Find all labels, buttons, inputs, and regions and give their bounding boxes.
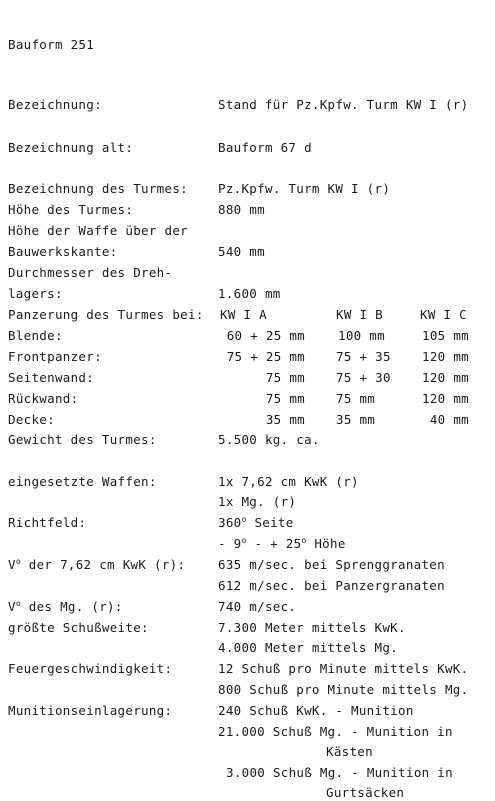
- label-munition: Munitionseinlagerung:: [8, 703, 173, 718]
- value-schussweite-2: 4.000 Meter mittels Mg.: [218, 640, 398, 655]
- armor-cell: 100 mm: [338, 328, 385, 343]
- value-munition-3: Kästen: [326, 744, 373, 759]
- value-gewicht: 5.500 kg. ca.: [218, 432, 320, 447]
- armor-cell: 75 + 30: [336, 370, 391, 385]
- value-v0-kwk-1: 635 m/sec. bei Sprenggranaten: [218, 557, 445, 572]
- label-schussweite: größte Schußweite:: [8, 620, 149, 635]
- value-munition-4: 3.000 Schuß Mg. - Munition in: [226, 765, 453, 780]
- armor-cell: 35 mm: [265, 412, 305, 427]
- armor-cell: 75 + 35: [336, 349, 391, 364]
- armor-cell: 75 + 25 mm: [226, 349, 305, 364]
- label-durchmesser-1: Durchmesser des Dreh-: [8, 265, 173, 280]
- armor-cell: 75 mm: [336, 391, 376, 406]
- value-richtfeld-seite: 360$^o$ Seite: [218, 514, 294, 530]
- label-bezeichnung-alt: Bezeichnung alt:: [8, 140, 134, 155]
- value-bezeichnung-alt: Bauform 67 d: [218, 140, 312, 155]
- label-turmhoehe: Höhe des Turmes:: [8, 202, 134, 217]
- label-richtfeld: Richtfeld:: [8, 515, 87, 530]
- value-turmhoehe: 880 mm: [218, 202, 265, 217]
- label-feuergeschwindigkeit: Feuergeschwindigkeit:: [8, 661, 173, 676]
- armor-cell: 40 mm: [429, 412, 469, 427]
- armor-col-a: KW I A: [220, 307, 267, 322]
- value-munition-5: Gurtsäcken: [326, 785, 405, 800]
- armor-cell: 75 mm: [265, 370, 305, 385]
- armor-cell: 105 mm: [422, 328, 469, 343]
- value-v0-kwk-2: 612 m/sec. bei Panzergranaten: [218, 578, 445, 593]
- armor-row-label: Seitenwand:: [8, 370, 95, 385]
- label-waffenhoehe-1: Höhe der Waffe über der: [8, 223, 188, 238]
- armor-cell: 120 mm: [422, 391, 469, 406]
- value-bauwerkskante: 540 mm: [218, 244, 265, 259]
- armor-cell: 120 mm: [422, 370, 469, 385]
- armor-header-label: Panzerung des Turmes bei:: [8, 307, 204, 322]
- label-waffen: eingesetzte Waffen:: [8, 474, 157, 489]
- armor-cell: 75 mm: [265, 391, 305, 406]
- armor-row-label: Rückwand:: [8, 391, 79, 406]
- value-munition-2: 21.000 Schuß Mg. - Munition in: [218, 724, 453, 739]
- value-feuergeschwindigkeit-2: 800 Schuß pro Minute mittels Mg.: [218, 682, 469, 697]
- armor-col-c: KW I C: [420, 307, 467, 322]
- value-munition-1: 240 Schuß KwK. - Munition: [218, 703, 414, 718]
- armor-row-label: Blende:: [8, 328, 63, 343]
- armor-col-b: KW I B: [336, 307, 383, 322]
- value-feuergeschwindigkeit-1: 12 Schuß pro Minute mittels KwK.: [218, 661, 469, 676]
- armor-cell: 120 mm: [422, 349, 469, 364]
- label-bauwerkskante: Bauwerkskante:: [8, 244, 118, 259]
- value-richtfeld-hoehe: - 9$^o$ - + $25^o$ Höhe: [218, 535, 346, 551]
- value-waffen-2: 1x Mg. (r): [218, 494, 297, 509]
- armor-row-label: Frontpanzer:: [8, 349, 102, 364]
- value-bezeichnung: Stand für Pz.Kpfw. Turm KW I (r): [218, 97, 469, 112]
- armor-cell: 35 mm: [336, 412, 376, 427]
- label-lager: lagers:: [8, 286, 63, 301]
- armor-cell: 60 + 25 mm: [226, 328, 305, 343]
- armor-row-label: Decke:: [8, 412, 55, 427]
- label-bezeichnung: Bezeichnung:: [8, 97, 102, 112]
- document-title: Bauform 251: [8, 37, 95, 52]
- value-turm-bezeichnung: Pz.Kpfw. Turm KW I (r): [218, 181, 391, 196]
- label-v0-kwk: $V^o$ der 7,62 cm KwK (r):: [8, 556, 186, 572]
- label-turm-bezeichnung: Bezeichnung des Turmes:: [8, 181, 188, 196]
- value-v0-mg: 740 m/sec.: [218, 599, 297, 614]
- value-lager: 1.600 mm: [218, 286, 281, 301]
- label-gewicht: Gewicht des Turmes:: [8, 432, 157, 447]
- label-v0-mg: $V^o$ des Mg. (r):: [8, 598, 123, 614]
- value-waffen-1: 1x 7,62 cm KwK (r): [218, 474, 359, 489]
- value-schussweite-1: 7.300 Meter mittels KwK.: [218, 620, 406, 635]
